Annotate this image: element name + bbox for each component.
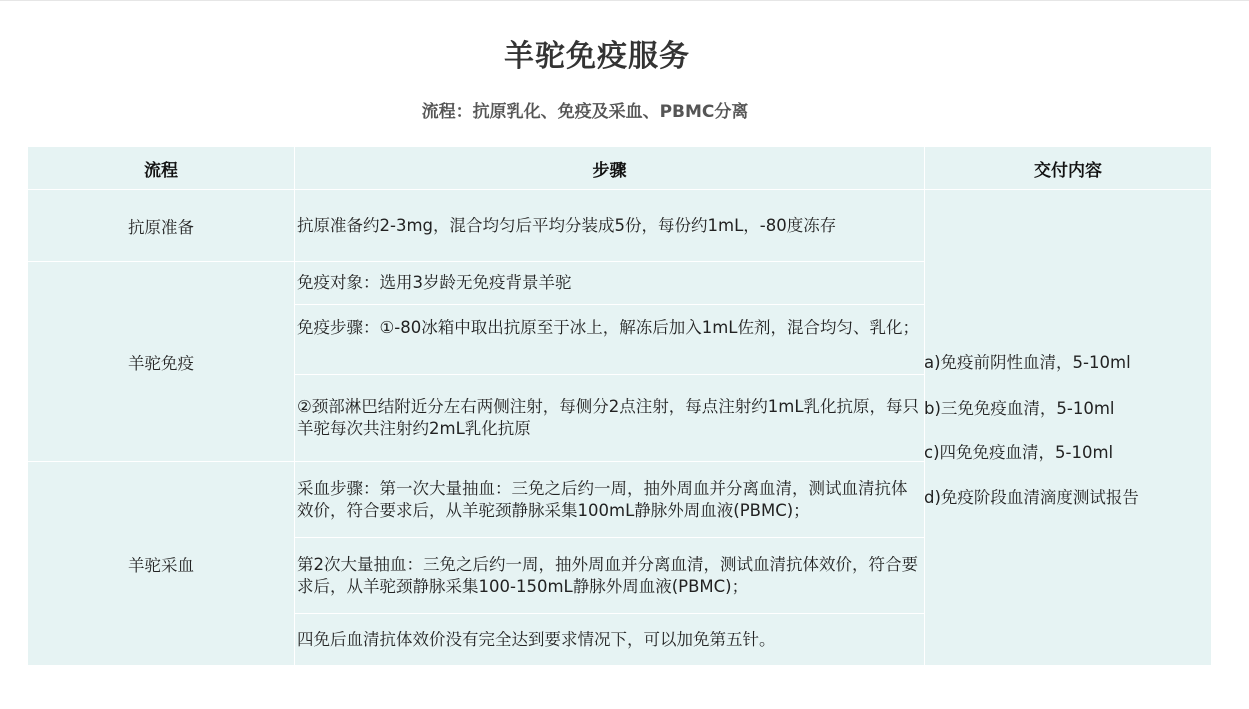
stage-immunization: 羊驼免疫 [128,353,194,373]
step-antigen-prep: 抗原准备约2-3mg，混合均匀后平均分装成5份，每份约1mL，-80度冻存 [297,215,837,235]
header-process: 流程 [144,160,178,181]
stage-blood-collection: 羊驼采血 [128,555,194,575]
service-table [28,147,1211,665]
deliverable-item: d)免疫阶段血清滴度测试报告 [924,488,1139,507]
header-deliverables: 交付内容 [1034,160,1102,181]
step-second-bleed: 第2次大量抽血：三免之后约一周，抽外周血并分离血清，测试血清抗体效价，符合要求后，从羊驼颈静脉采集100-150mL静脉外周血液(PBMC)； [297,554,918,596]
step-immunization-injection: ②颈部淋巴结附近分左右两侧注射，每侧分2点注射，每点注射约1mL乳化抗原，每只羊驼每次共注射约2mL乳化抗原 [297,397,920,438]
deliverable-item: b)三免免疫血清，5-10ml [924,399,1115,418]
step-fifth-boost: 四免后血清抗体效价没有完全达到要求情况下，可以加免第五针。 [297,629,776,649]
step-first-bleed: 采血步骤：第一次大量抽血：三免之后约一周，抽外周血并分离血清，测试血清抗体效价，符合要求后，从羊驼颈静脉采集100mL静脉外周血液(PBMC)； [297,478,908,520]
page-title: 羊驼免疫服务 [504,39,690,74]
step-immunization-subject: 免疫对象：选用3岁龄无免疫背景羊驼 [297,273,572,292]
page-subtitle: 流程：抗原乳化、免疫及采血、PBMC分离 [421,102,749,122]
deliverable-item: a)免疫前阴性血清，5-10ml [924,353,1131,372]
step-immunization-procedure: 免疫步骤：①-80冰箱中取出抗原至于冰上，解冻后加入1mL佐剂，混合均匀、乳化； [297,318,920,337]
header-steps: 步骤 [592,160,627,181]
stage-antigen-prep: 抗原准备 [128,217,194,237]
deliverable-item: c)四免免疫血清，5-10ml [924,443,1114,462]
